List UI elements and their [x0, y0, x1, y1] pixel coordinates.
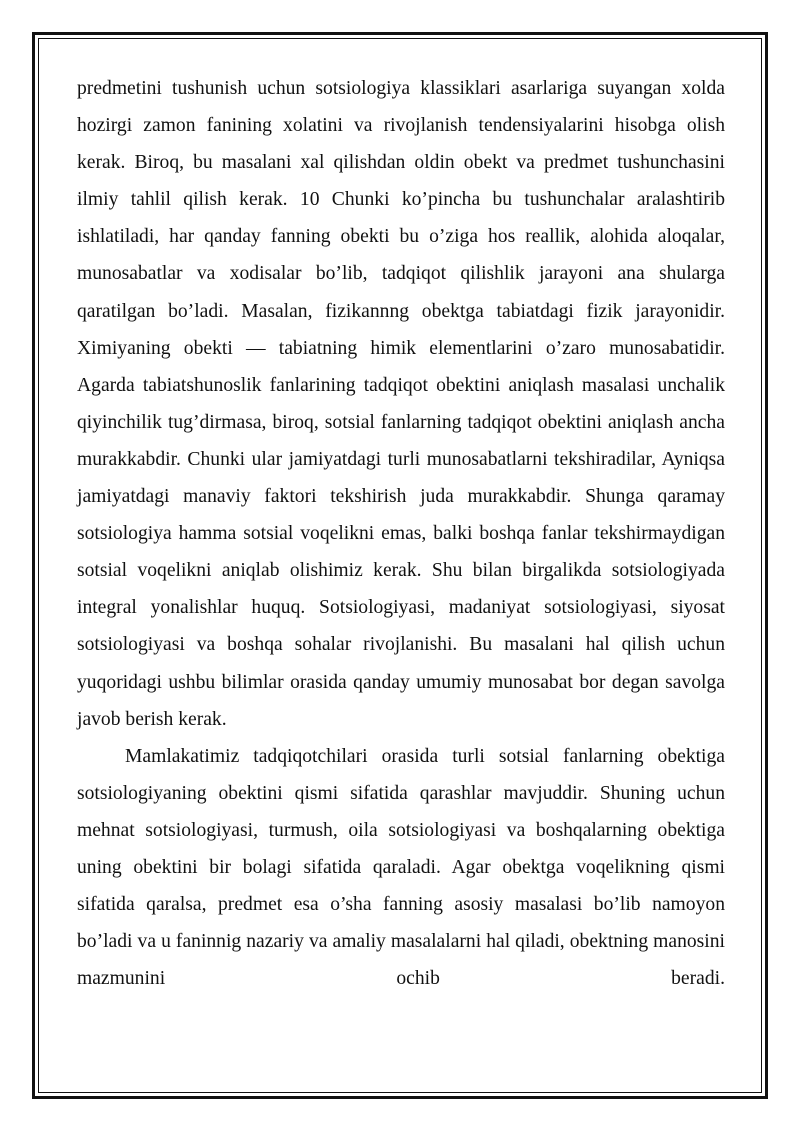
paragraph-2: Mamlakatimiz tadqiqotchilari orasida turli sotsial fanlarning obektiga sotsiologiyaning obektini qismi sifatida qarashlar mavjuddir. Shuning uchun mehnat sotsiologiyasi, turmush, oila sotsiologiyasi va boshqalarning obektiga uning obektini bir bolagi sifatida qaraladi. Agar obektga voqelikning qismi sifatida qaralsa, predmet esa o’sha fanning asosiy masalasi bo’lib namoyon bo’ladi va u faninnig nazariy va amaliy masalalarni hal qiladi, obektning manosini mazmunini ochib beradi.	[77, 745, 725, 990]
paragraph-1: predmetini tushunish uchun sotsiologiya klassiklari asarlariga suyangan xolda hozirgi zamon fanining xolatini va rivojlanish tendensiyalarini hisobga olish kerak. Biroq, bu masalani xal qilishdan oldin obekt va predmet tushunchasini ilmiy tahlil qilish kerak. 10 Chunki ko’pincha bu tushunchalar aralashtirib ishlatiladi, har qanday fanning obekti bu o’ziga hos reallik, alohida aloqalar, munosabatlar va xodisalar bo’lib, tadqiqot qilishlik jarayoni ana shularga qaratilgan bo’ladi. Masalan, fizikannng obektga tabiatdagi fizik jarayonidir. Ximiyaning obekti — tabiatning himik elementlarini o’zaro munosabatidir. Agarda tabiatshunoslik fanlarining tadqiqot obektini aniqlash masalasi unchalik qiyinchilik tug’dirmasa, biroq, sotsial fanlarning tadqiqot obektini aniqlash ancha murakkabdir. Chunki ular jamiyatdagi turli munosabatlarni tekshiradilar, Ayniqsa jamiyatdagi manaviy faktori tekshirish juda murakkabdir. Shunga qaramay sotsiologiya hamma sotsial voqelikni emas, balki boshqa fanlar tekshirmaydigan sotsial voqelikni aniqlab olishimiz kerak. Shu bilan birgalikda sotsiologiyada integral yonalishlar huquq. Sotsiologiyasi, madaniyat sotsiologiyasi, siyosat sotsiologiyasi va boshqa sohalar rivojlanishi. Bu masalani hal qilish uchun yuqoridagi ushbu bilimlar orasida qanday umumiy munosabat bor degan savolga javob berish kerak.	[77, 78, 725, 730]
document-body	[77, 70, 725, 997]
